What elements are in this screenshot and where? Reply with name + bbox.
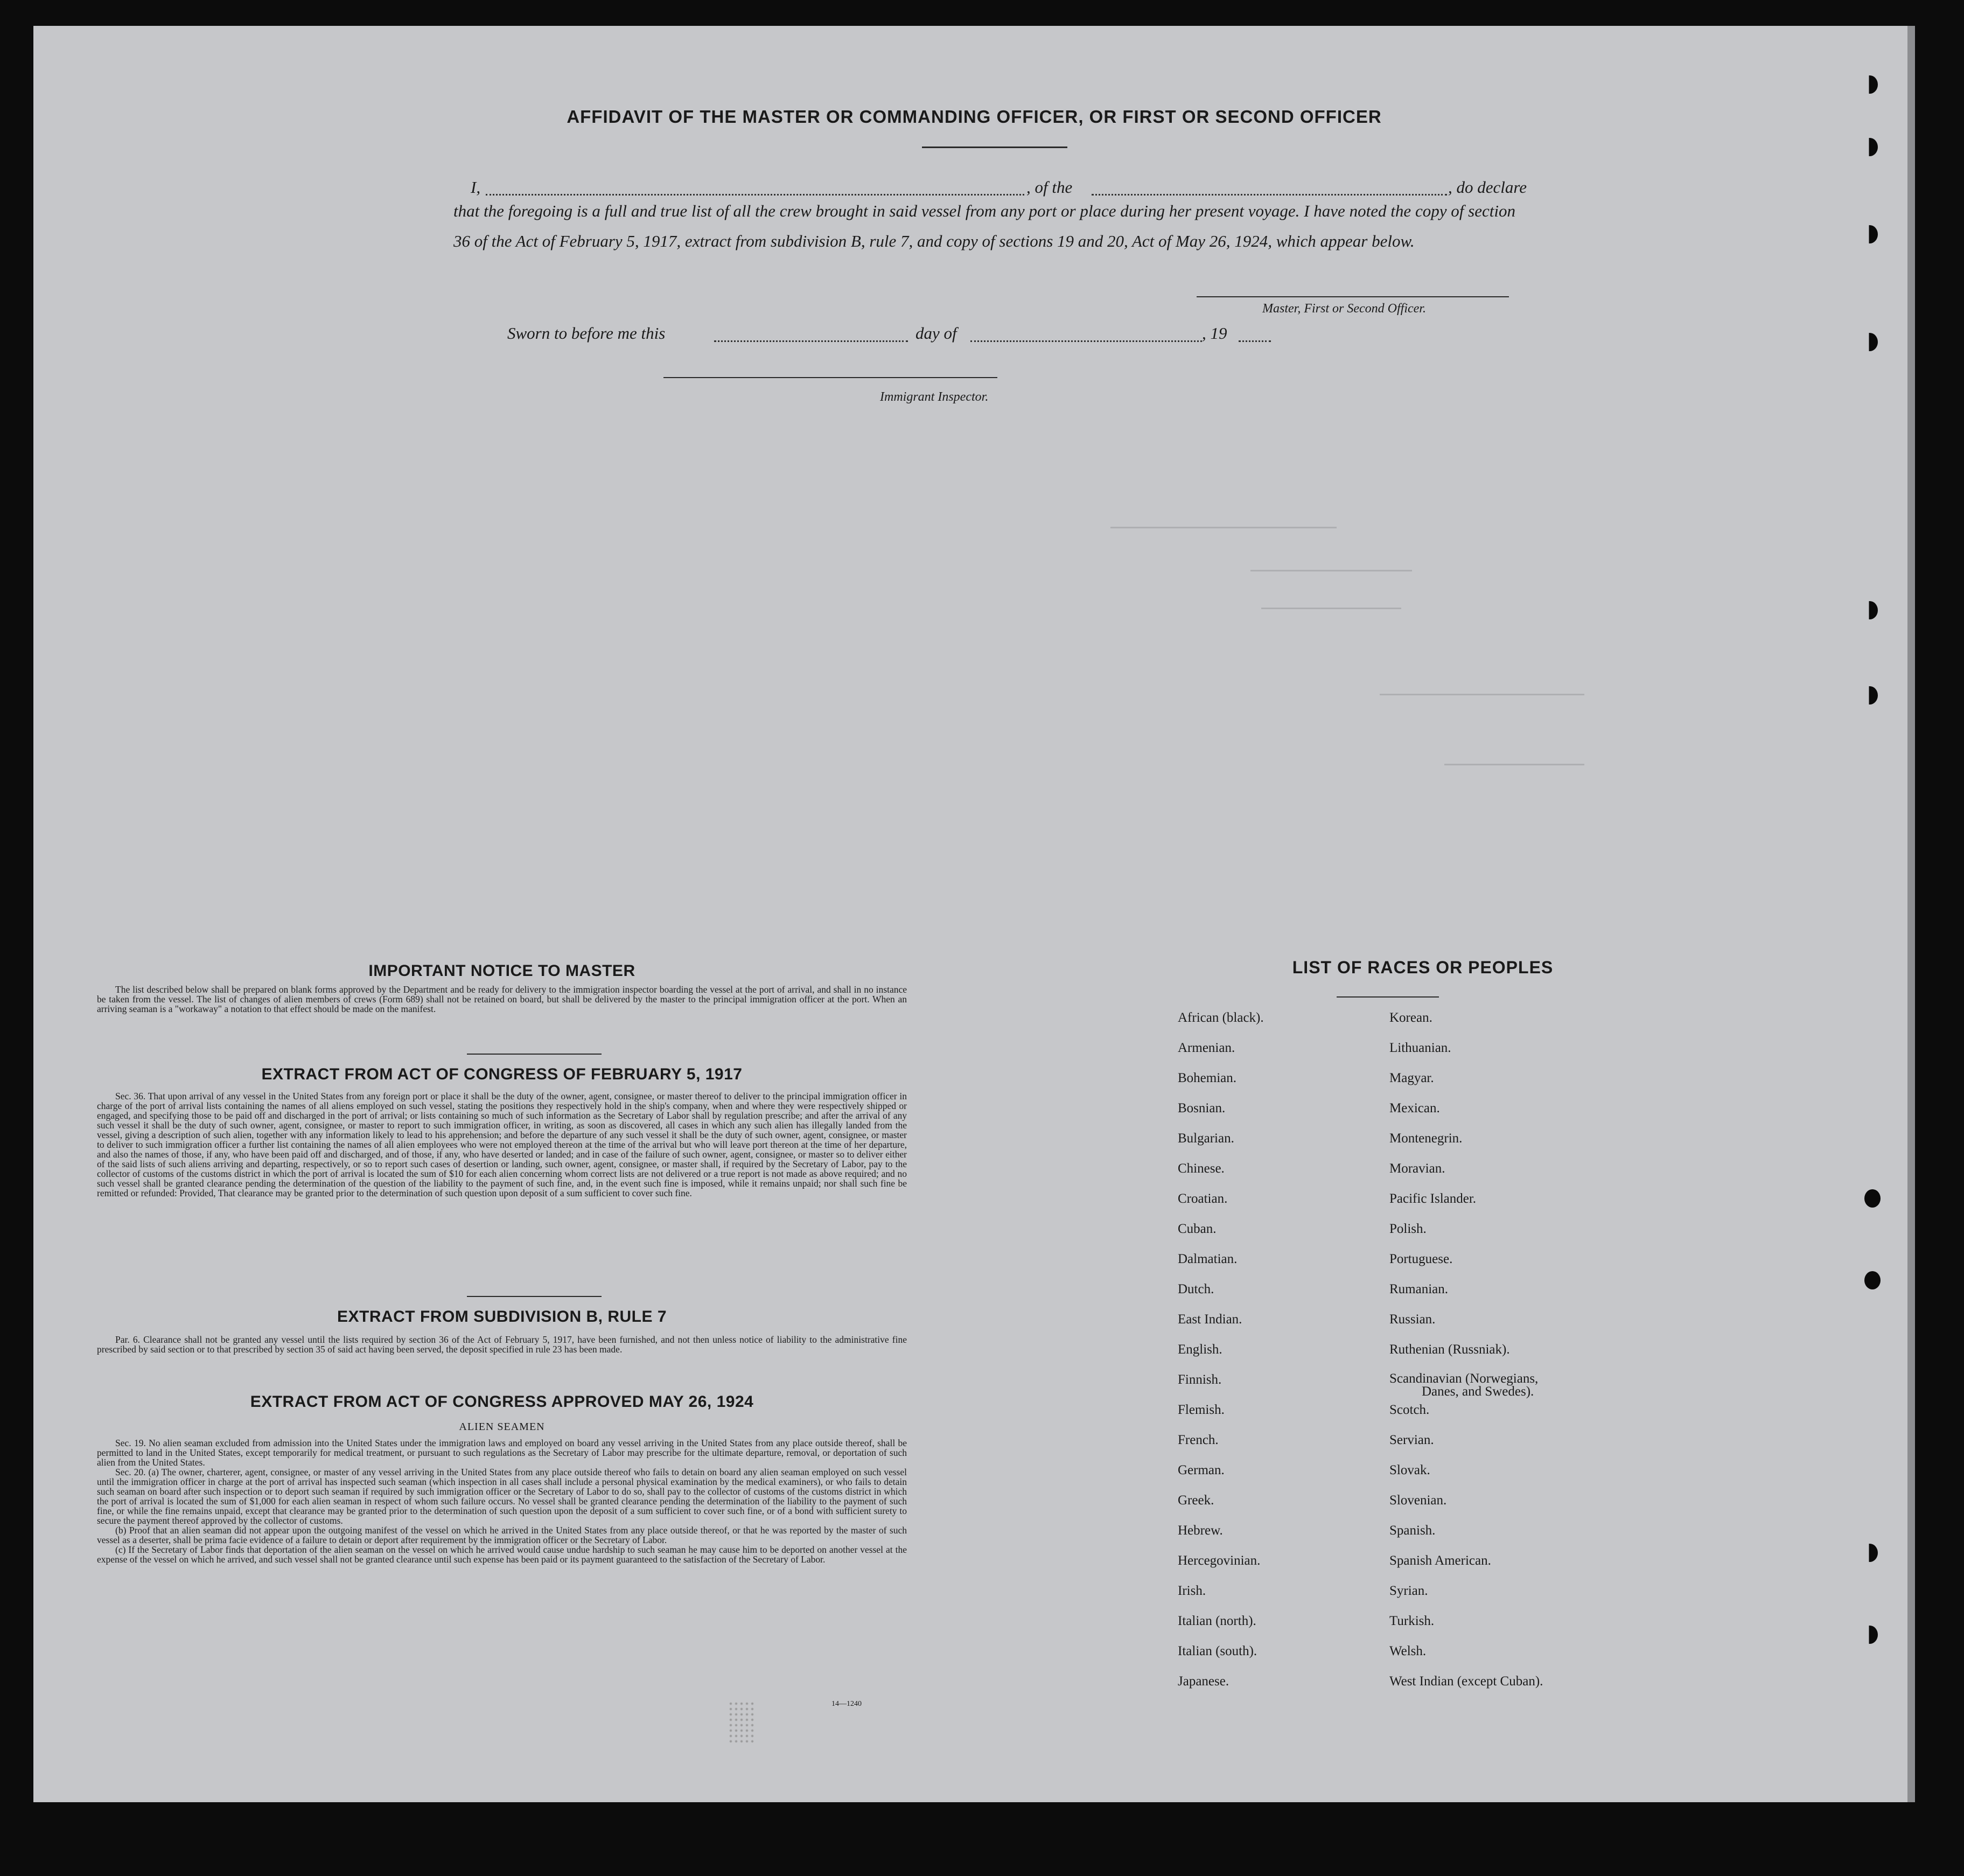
race-item: Portuguese. <box>1389 1252 1453 1266</box>
affidavit-of-the-label: , of the <box>1026 178 1073 197</box>
affidavit-title: AFFIDAVIT OF THE MASTER OR COMMANDING OFFICER, OR FIRST OR SECOND OFFICER <box>567 107 1382 127</box>
races-left-column <box>1178 1010 1264 1704</box>
bleed-through-mark <box>1380 694 1584 695</box>
notice-text <box>97 985 907 1014</box>
race-item: Rumanian. <box>1389 1282 1449 1296</box>
race-item: Italian (north). <box>1178 1614 1256 1628</box>
race-item: Dalmatian. <box>1178 1252 1238 1266</box>
ink-stamp-mark <box>728 1701 755 1744</box>
race-item: Bosnian. <box>1178 1101 1226 1115</box>
race-item: West Indian (except Cuban). <box>1389 1674 1543 1689</box>
sworn-month-blank[interactable] <box>970 340 1202 342</box>
race-item: French. <box>1178 1433 1219 1447</box>
race-item: Spanish American. <box>1389 1553 1491 1568</box>
binder-hole <box>1862 75 1878 94</box>
binder-hole <box>1862 138 1878 156</box>
name-blank[interactable] <box>486 194 1024 196</box>
binder-hole <box>1862 1626 1878 1644</box>
race-item: Dutch. <box>1178 1282 1214 1296</box>
inspector-caption: Immigrant Inspector. <box>880 390 989 404</box>
extract-1917-text <box>97 1091 907 1198</box>
alien-seamen-subtitle: ALIEN SEAMEN <box>459 1421 545 1433</box>
race-item: East Indian. <box>1178 1312 1242 1327</box>
divider <box>467 1296 602 1297</box>
race-item: Irish. <box>1178 1584 1206 1598</box>
race-item: Montenegrin. <box>1389 1131 1463 1146</box>
year-prefix: , 19 <box>1202 324 1227 343</box>
notice-paragraph: The list described below shall be prepared on blank forms approved by the Department and be ready for delivery to the immigration inspector boarding the vessel at the port of arrival, and shall in no instance be taken from the vessel. The list of changes of alien members of crews (Form 689) shall not be retained on board, but shall be delivered by the master to the principal immigration officer at the port. When an arriving seaman is a "workaway" a notation to that effect should be made on the manifest. <box>97 984 907 1014</box>
race-item: Bulgarian. <box>1178 1131 1234 1146</box>
race-item: Cuban. <box>1178 1222 1217 1236</box>
extract-rule7-text <box>97 1335 907 1354</box>
race-item: Mexican. <box>1389 1101 1440 1115</box>
race-item: Croatian. <box>1178 1191 1228 1206</box>
binder-hole <box>1864 1271 1881 1289</box>
extract-1917-title: EXTRACT FROM ACT OF CONGRESS OF FEBRUARY 5, 1917 <box>261 1065 743 1083</box>
binder-hole <box>1862 1544 1878 1562</box>
bleed-through-mark <box>1261 608 1401 609</box>
race-item: Scotch. <box>1389 1403 1430 1417</box>
race-item: Japanese. <box>1178 1674 1229 1689</box>
sworn-day-blank[interactable] <box>714 340 908 342</box>
affidavit-statement: that the foregoing is a full and true list of all the crew brought in said vessel from any port or place during her present voyage. I have noted the copy of section 36 of the Act of February 5, 1917, extract from subdivision B, rule 7, and copy of sections 19 and 20, Act of May 26, 1924, which appear below. <box>453 201 1515 250</box>
form-number: 14—1240 <box>831 1700 862 1708</box>
race-item: African (black). <box>1178 1010 1264 1025</box>
race-item: Bohemian. <box>1178 1071 1237 1085</box>
section-20a-paragraph: Sec. 20. (a) The owner, charterer, agent, consignee, or master of any vessel arriving in the United States from any place outside thereof who fails to detain on board any alien seaman employed on such vessel until the immigration officer in charge at the port of arrival has inspected such seaman (which inspection in all cases shall include a personal physical examination by the medical examiners), or who fails to detain such seaman on board after such inspection or to deport such seaman if required by such immigration officer or the Secretary of Labor to do so, shall pay to the collector of customs of the customs district in which the port of arrival is located the sum of $1,000 for each alien seaman in respect of whom such failure occurs. No vessel shall be granted clearance pending the determination of the liability to the payment of such fine, or while the fine remains unpaid, except that clearance may be granted prior to the determination of such question upon the deposit of a sum sufficient to cover such fine, or of a bond with sufficient surety to secure the payment thereof approved by the collector of customs. <box>97 1467 907 1526</box>
race-item: Finnish. <box>1178 1372 1222 1387</box>
extract-1924-title: EXTRACT FROM ACT OF CONGRESS APPROVED MAY 26, 1924 <box>250 1393 754 1411</box>
extract-rule7-title: EXTRACT FROM SUBDIVISION B, RULE 7 <box>337 1308 667 1326</box>
race-item: Welsh. <box>1389 1644 1427 1658</box>
paragraph-6: Par. 6. Clearance shall not be granted any vessel until the lists required by section 36 of the Act of February 5, 1917, have been furnished, and not then unless notice of liability to the administrative fine prescribed by said section or to that prescribed by section 35 of said act having been served, the deposit specified in rule 23 has been made. <box>97 1334 907 1355</box>
races-right-column <box>1389 1010 1543 1704</box>
title-underline <box>922 147 1067 148</box>
page-edge-shadow <box>1907 26 1915 1802</box>
race-item: Armenian. <box>1178 1041 1235 1055</box>
race-item: Ruthenian (Russniak). <box>1389 1342 1510 1357</box>
vessel-blank[interactable] <box>1092 194 1447 196</box>
section-20c-paragraph: (c) If the Secretary of Labor finds that deportation of the alien seaman on the vessel on which he arrived would cause undue hardship to such seaman he may cause him to be deported on another vessel at the expense of the vessel on which he arrived, and such vessel shall not be granted clearance until such expense has been paid or its payment guaranteed to the satisfaction of the Secretary of Labor. <box>97 1544 907 1565</box>
race-item-line: Scandinavian (Norwegians, <box>1389 1371 1539 1386</box>
race-item: English. <box>1178 1342 1222 1357</box>
section-20b-paragraph: (b) Proof that an alien seaman did not appear upon the outgoing manifest of the vessel on which he arrived in the United States from any place outside thereof, or that he was reported by the master of such vessel as a deserter, shall be prima facie evidence of a failure to detain or deport after requirement by the immigration officer or the Secretary of Labor. <box>97 1525 907 1545</box>
day-of-label: day of <box>915 324 957 343</box>
binder-hole <box>1862 333 1878 351</box>
affidavit-do-declare-label: , do declare <box>1448 178 1527 197</box>
master-signature-line[interactable] <box>1197 296 1509 297</box>
sworn-label: Sworn to before me this <box>507 324 666 343</box>
document-page <box>33 26 1915 1802</box>
race-item: Russian. <box>1389 1312 1436 1327</box>
binder-hole <box>1862 686 1878 705</box>
race-item-line: Danes, and Swedes). <box>1422 1384 1534 1399</box>
races-title: LIST OF RACES OR PEOPLES <box>1292 958 1554 977</box>
master-caption: Master, First or Second Officer. <box>1262 302 1426 316</box>
section-36-paragraph: Sec. 36. That upon arrival of any vessel in the United States from any foreign port or place it shall be the duty of the owner, agent, consignee, or master thereof to deliver to the principal immigration officer in charge of the port of arrival lists containing the names of all aliens employed on such vessel, stating the positions they respectively hold in the ship's company, when and where they were respectively shipped or engaged, and specifying those to be paid off and discharged in the port of arrival; or lists containing so much of such information as the Secretary of Labor shall by regulation prescribe; and after the arrival of any such vessel it shall be the duty of such owner, agent, consignee, or master to report to such immigration officer, in writing, as soon as discovered, all cases in which any such alien has illegally landed from the vessel, giving a description of such alien, together with any information likely to lead to his apprehension; and before the departure of any such vessel it shall be the duty of such owner, agent, consignee, or master to deliver to such immigration officer a further list containing the names of all alien employees who were not employed thereon at the time of the arrival but who will leave port thereon at the time of her departure, and also the names of those, if any, who have been paid off and discharged, and of those, if any, who have deserted or landed; and in case of the failure of such owner, agent, consignee, or master so to deliver either of the said lists of such aliens arriving and departing, respectively, or so to report such cases of desertion or landing, such owner, agent, consignee, or master shall, if required by the Secretary of Labor, pay to the collector of customs of the customs district in which the port of arrival is located the sum of $10 for each alien concerning whom correct lists are not delivered or a true report is not made as above required; and no such vessel shall be granted clearance pending the determination of the question of the liability to the payment of such fine, and, in the event such fine is imposed, while it remains unpaid; nor shall such fine be remitted or refunded: Provided, That clearance may be granted prior to the determination of such question upon deposit of a sum sufficient to cover such fine. <box>97 1091 907 1198</box>
bleed-through-mark <box>1444 764 1584 765</box>
race-item: Chinese. <box>1178 1161 1225 1176</box>
bleed-through-mark <box>1250 570 1412 571</box>
race-item: Syrian. <box>1389 1584 1428 1598</box>
race-item: Magyar. <box>1389 1071 1434 1085</box>
race-item: Italian (south). <box>1178 1644 1257 1658</box>
race-item: Korean. <box>1389 1010 1432 1025</box>
binder-hole <box>1862 601 1878 619</box>
race-item: Moravian. <box>1389 1161 1445 1176</box>
race-item: Lithuanian. <box>1389 1041 1451 1055</box>
races-title-underline <box>1337 996 1439 998</box>
affidavit-i-label: I, <box>471 178 481 197</box>
race-item: Spanish. <box>1389 1523 1436 1538</box>
race-item: Hebrew. <box>1178 1523 1223 1538</box>
inspector-signature-line[interactable] <box>663 377 997 378</box>
divider <box>467 1054 602 1055</box>
binder-hole <box>1864 1189 1881 1208</box>
binder-hole <box>1862 225 1878 243</box>
race-item <box>1389 1372 1543 1403</box>
race-item: Greek. <box>1178 1493 1214 1508</box>
notice-title: IMPORTANT NOTICE TO MASTER <box>368 962 635 980</box>
race-item: Polish. <box>1389 1222 1427 1236</box>
bleed-through-mark <box>1110 527 1337 528</box>
race-item: Slovak. <box>1389 1463 1430 1477</box>
race-item: Hercegovinian. <box>1178 1553 1261 1568</box>
race-item: Pacific Islander. <box>1389 1191 1477 1206</box>
extract-1924-text <box>97 1438 907 1564</box>
race-item: Slovenian. <box>1389 1493 1447 1508</box>
race-item: Turkish. <box>1389 1614 1435 1628</box>
section-19-paragraph: Sec. 19. No alien seaman excluded from admission into the United States under the immigration laws and employed on board any vessel arriving in the United States from any place outside thereof, shall be permitted to land in the United States, except temporarily for medical treatment, or pursuant to such regulations as the Secretary of Labor may prescribe for the ultimate departure, removal, or deportation of such alien from the United States. <box>97 1438 907 1468</box>
race-item: Servian. <box>1389 1433 1434 1447</box>
race-item: German. <box>1178 1463 1225 1477</box>
sworn-year-blank[interactable] <box>1239 340 1271 342</box>
race-item: Flemish. <box>1178 1403 1225 1417</box>
